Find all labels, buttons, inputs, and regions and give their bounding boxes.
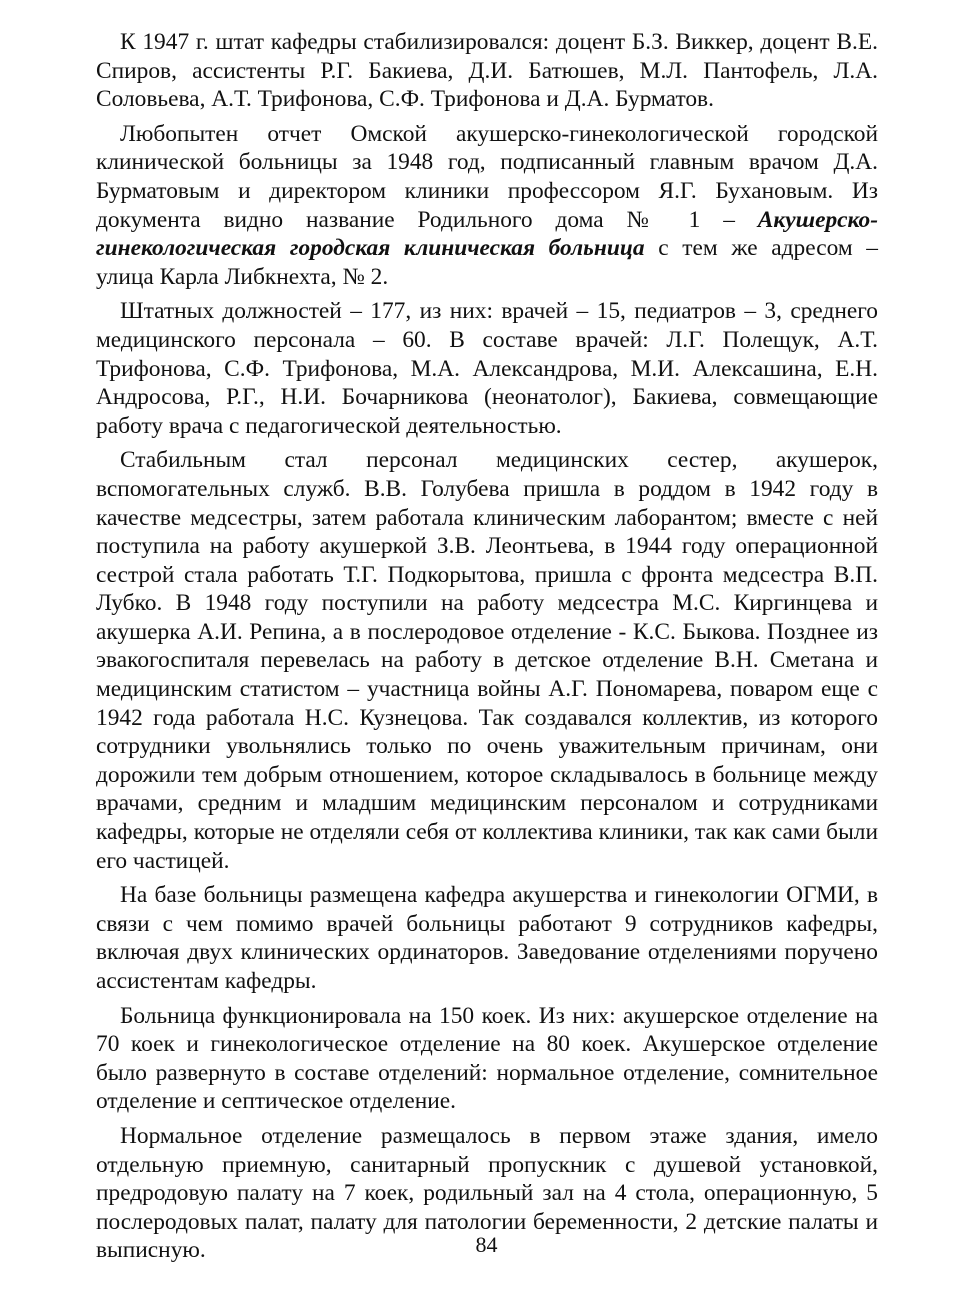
paragraph-normal-department: Нормальное отделение размещалось в первом этаже здания, имело отдельную приемную, санитарный пропускник с душевой установкой, предродовую палату на 7 коек, родильный зал на 4 стола, операционную, 5 послеродовых палат, палату для патологии беременности, 2 детские палаты и выписную. bbox=[96, 1122, 878, 1264]
paragraph-bed-capacity: Больница функционировала на 150 коек. Из них: акушерское отделение на 70 коек и гинекологическое отделение на 80 коек. Акушерское отделение было развернуто в составе отделений: нормальное отделение, сомнительное отделение и септическое отделение. bbox=[96, 1002, 878, 1115]
paragraph-report-1948 bbox=[96, 120, 878, 292]
paragraph-positions: Штатных должностей – 177, из них: врачей – 15, педиатров – 3, среднего медицинского персонала – 60. В составе врачей: Л.Г. Полещук, А.Т. Трифонова, С.Ф. Трифонова, М.А. Александрова, М.И. Алексашина, Е.Н. Андросова, Р.Г., Н.И. Бочарникова (неонатолог), Бакиева, совмещающие работу врача с педагогической деятельностью. bbox=[96, 298, 878, 439]
paragraph-department-base: На базе больницы размещена кафедра акушерства и гинекологии ОГМИ, в связи с чем помимо врачей больницы работают 9 сотрудников кафедры, включая двух клинических ординаторов. Заведование отделениями поручено ассистентам кафедры. bbox=[96, 882, 878, 994]
hospital-name-emphasis: Акушерско-гинекологическая городская клиническая больница bbox=[96, 206, 878, 262]
paragraph-nursing-staff: Стабильным стал персонал медицинских сестер, акушерок, вспомогательных служб. В.В. Голубева пришла в роддом в 1942 году в качестве медсестры, затем работала клиническим лаборантом; вместе с ней поступила на работу акушеркой З.В. Леонтьева, в 1944 году операционной сестрой стала работать Т.Г. Подкорытова, пришла с фронта медсестра В.П. Лубко. В 1948 году поступили на работу медсестра М.С. Киргинцева и акушерка А.И. Репина, а в послеродовое отделение - К.С. Быкова. Позднее из эвакогоспиталя перевелась на работу в детское отделение В.Н. Сметана и медицинским статистом – участница войны А.Г. Пономарева, поваром еще с 1942 года работала Н.С. Кузнецова. Так создавался коллектив, из которого сотрудники увольнялись только по очень уважительным причинам, они дорожили тем добрым отношением, которое складывалось в больнице между врачами, средним и младшим медицинским персоналом и сотрудниками кафедры, которые не отделяли себя от коллектива клиники, так как сами были его частицей. bbox=[96, 447, 878, 874]
paragraph-report-lead: Любопытен отчет Омской акушерско-гинекологической городской клинической больницы за 1948 год, подписанный главным врачом Д.А. Бурматовым и директором клиники профессором Я.Г. Бухановым. Из документа видно название Родильного дома № 1 – bbox=[96, 120, 878, 233]
paragraph-staff-1947: К 1947 г. штат кафедры стабилизировался: доцент Б.З. Виккер, доцент В.Е. Спиров, ассистенты Р.Г. Бакиева, Д.И. Батюшев, М.Л. Пантофель, Л.А. Соловьева, А.Т. Трифонова, С.Ф. Трифонова и Д.А. Бурматов. bbox=[96, 29, 878, 113]
paragraph-report-tail: с тем же адресом – улица Карла Либкнехта, № 2. bbox=[96, 235, 878, 290]
page-number: 84 bbox=[475, 1232, 498, 1257]
body-text bbox=[96, 28, 878, 1271]
